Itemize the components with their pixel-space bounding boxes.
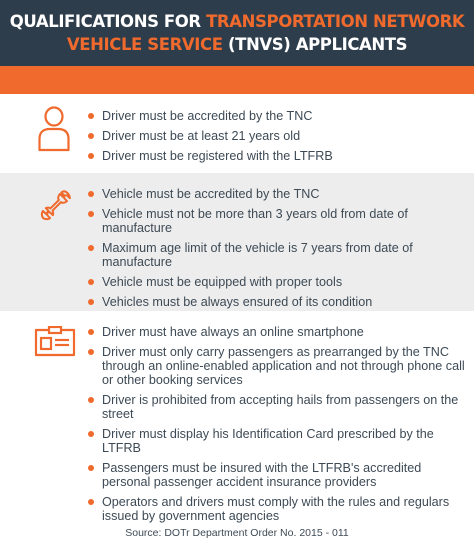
list-item: Driver is prohibited from accepting hails from passengers on the street bbox=[88, 393, 468, 421]
driver-requirements-list bbox=[88, 109, 468, 163]
vehicle-requirements-section bbox=[0, 173, 474, 311]
driver-requirements-section bbox=[0, 94, 474, 173]
list-item: Vehicle must be accredited by the TNC bbox=[88, 187, 468, 201]
accent-divider bbox=[0, 66, 474, 94]
list-item: Driver must only carry passengers as prearranged by the TNC through an online-enabled application and not through phone call or other booking services bbox=[88, 345, 468, 387]
operation-requirements-list bbox=[88, 325, 468, 523]
title-accent-2: VEHICLE SERVICE bbox=[66, 35, 223, 54]
operation-requirements-section bbox=[0, 311, 474, 559]
page-title-line-2 bbox=[0, 33, 474, 56]
title-suffix: (TNVS) APPLICANTS bbox=[222, 35, 408, 54]
list-item: Vehicle must not be more than 3 years old from date of manufacture bbox=[88, 207, 468, 235]
list-item: Driver must be registered with the LTFRB bbox=[88, 149, 468, 163]
list-item: Driver must display his Identification Card prescribed by the LTFRB bbox=[88, 427, 468, 455]
title-prefix: QUALIFICATIONS FOR bbox=[9, 12, 207, 31]
list-item: Driver must be accredited by the TNC bbox=[88, 109, 468, 123]
source-citation: Source: DOTr Department Order No. 2015 - 011 bbox=[125, 527, 349, 539]
title-accent-1: TRANSPORTATION NETWORK bbox=[206, 12, 465, 31]
list-item: Passengers must be insured with the LTFRB's accredited personal passenger accident insurance providers bbox=[88, 461, 468, 489]
wrench-icon bbox=[34, 185, 76, 227]
header bbox=[0, 0, 474, 66]
list-item: Maximum age limit of the vehicle is 7 years from date of manufacture bbox=[88, 241, 468, 269]
page-title-line-1 bbox=[0, 10, 474, 33]
list-item: Operators and drivers must comply with the rules and regulars issued by government agencies bbox=[88, 495, 468, 523]
list-item: Vehicles must be always ensured of its condition bbox=[88, 295, 468, 309]
id-card-icon bbox=[34, 326, 76, 358]
list-item: Driver must have always an online smartphone bbox=[88, 325, 468, 339]
list-item: Driver must be at least 21 years old bbox=[88, 129, 468, 143]
person-icon bbox=[38, 106, 70, 152]
vehicle-requirements-list bbox=[88, 187, 468, 309]
list-item: Vehicle must be equipped with proper tools bbox=[88, 275, 468, 289]
